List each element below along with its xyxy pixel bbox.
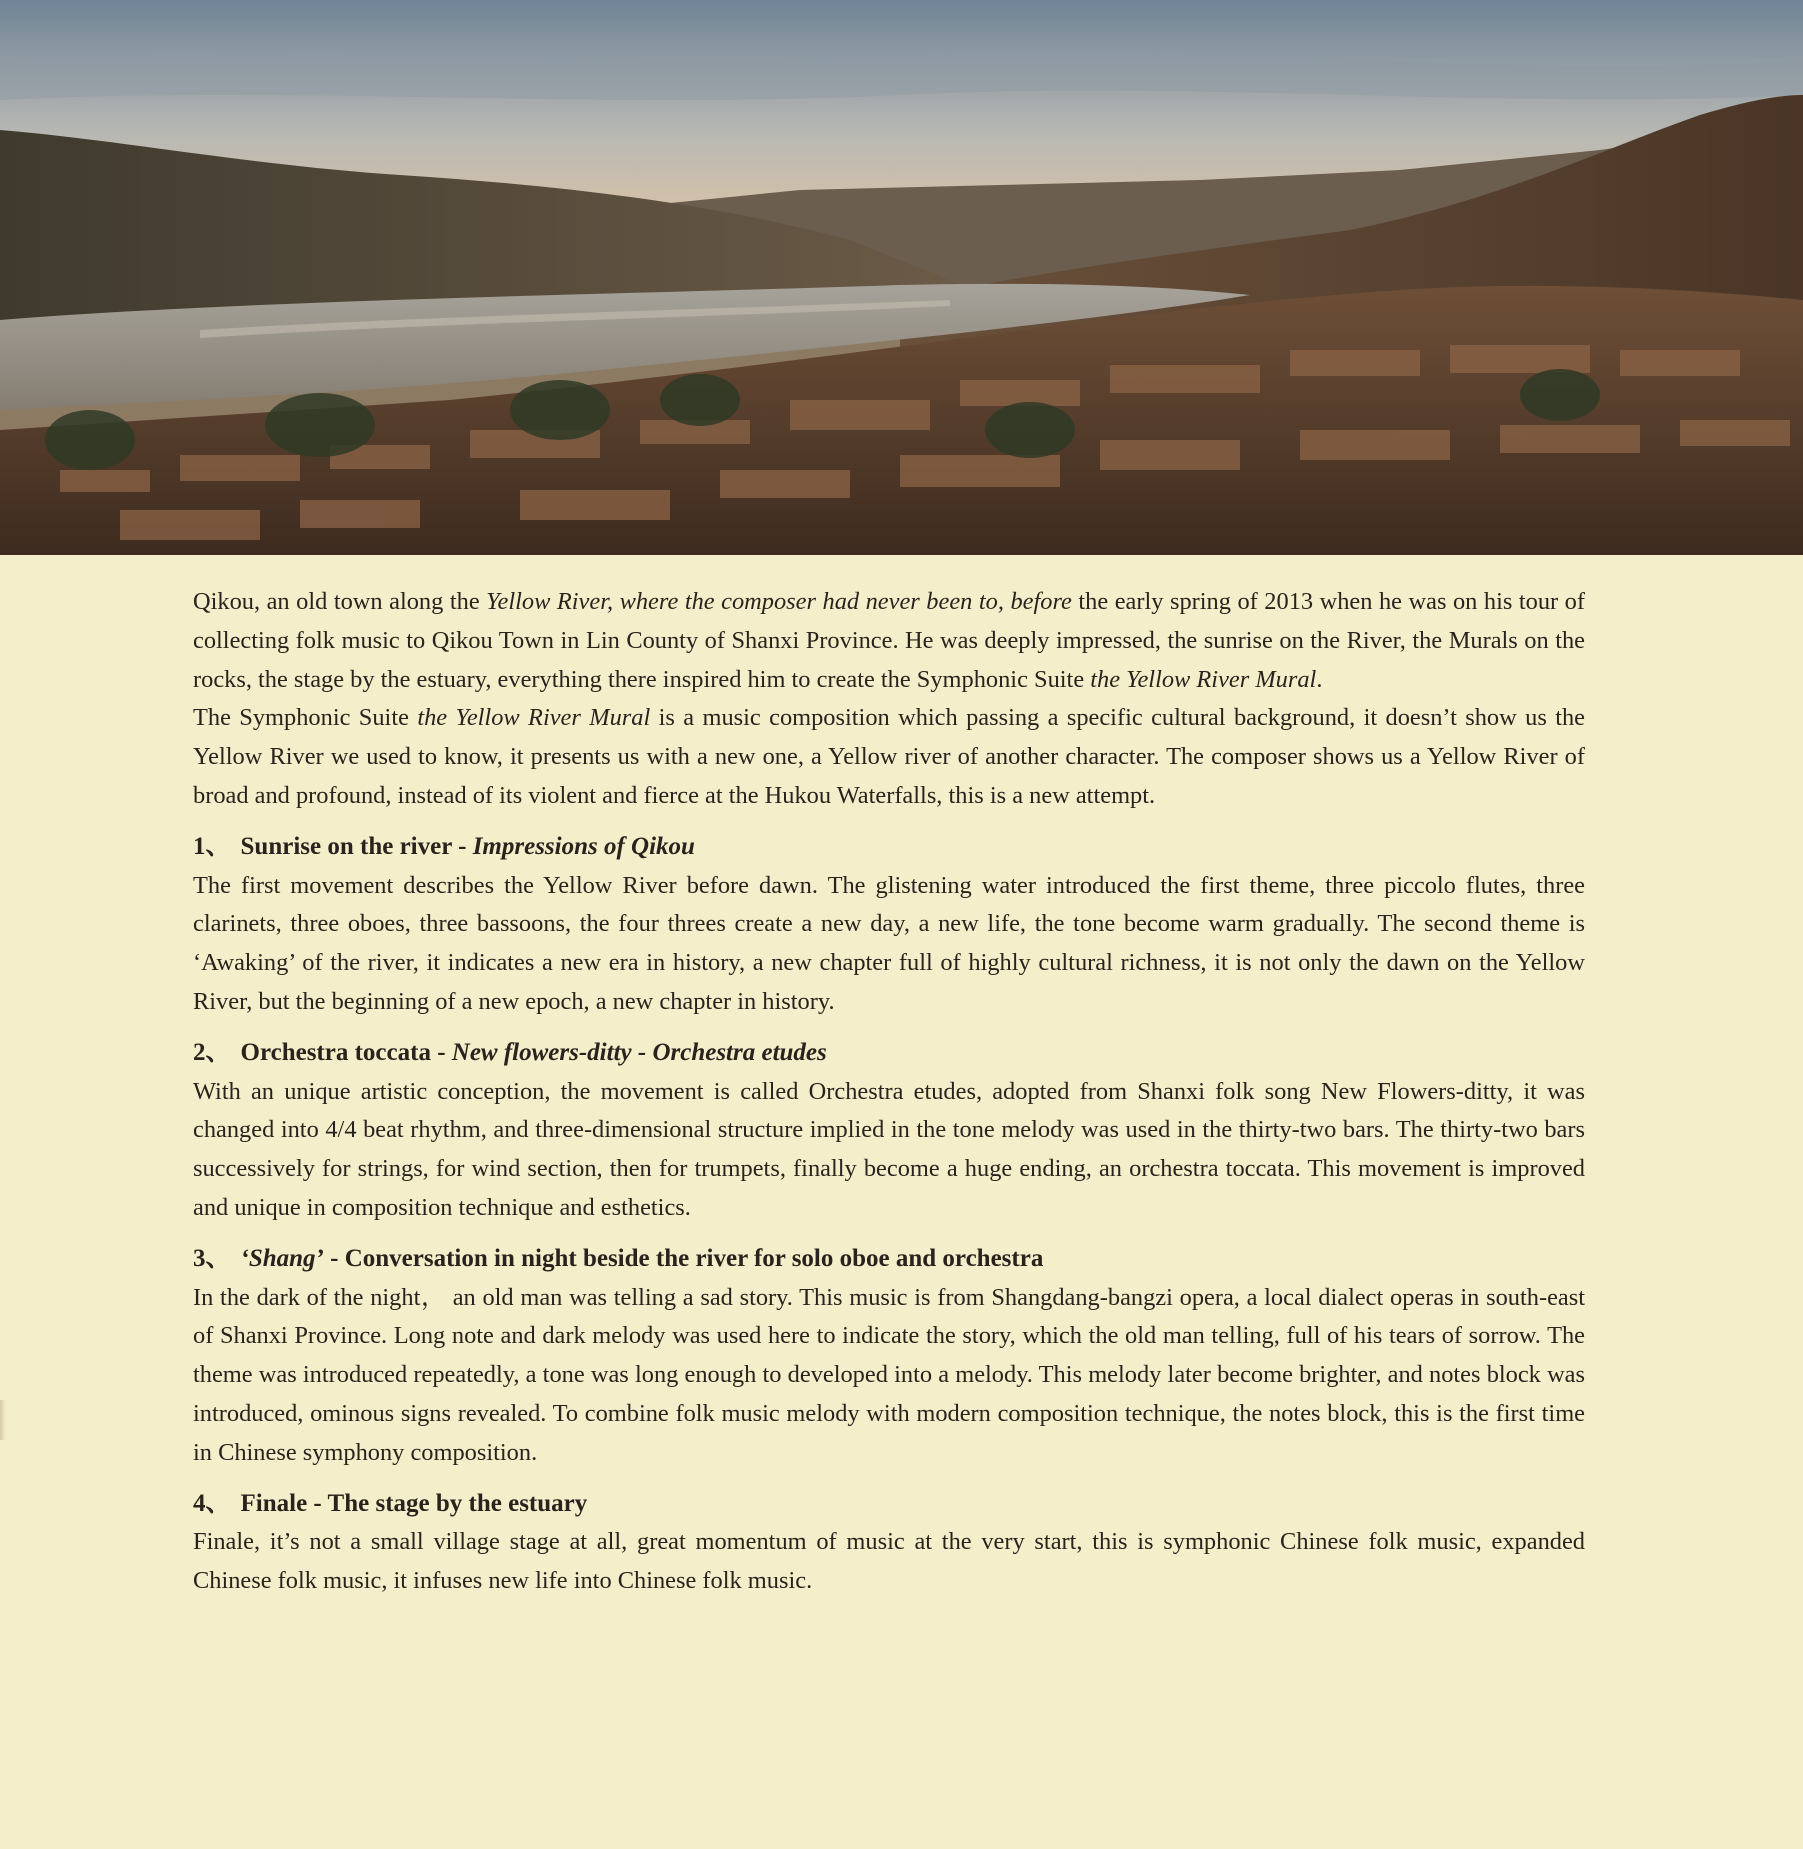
movement-subtitle: Impressions of Qikou: [472, 832, 695, 860]
movement-heading: [193, 1034, 1585, 1073]
intro-text: is a music composition which passing a specific cultural background, it doesn’t show us the Yellow River we used to know, it presents us with a new one, a Yellow river of another character. The composer shows us a Yellow River of broad and profound, instead of its violent and fierce at the Hukou Waterfalls, this is a new attempt.: [193, 704, 1585, 809]
intro-italic-text: Yellow River, where the composer had never been to, before: [486, 588, 1072, 615]
qikou-landscape-image: [0, 0, 1803, 555]
movement-heading: [193, 1485, 1585, 1524]
movement-number: 4、: [193, 1489, 231, 1517]
movement-description: In the dark of the night， an old man was telling a sad story. This music is from Shangdang-bangzi opera, a local dialect operas in south-east of Shanxi Province. Long note and dark melody was used here to indicate the story, which the old man telling, full of his tears of sorrow. The theme was introduced repeatedly, a tone was long enough to developed into a melody. This melody later become brighter, and notes block was introduced, ominous signs revealed. To combine folk music melody with modern composition technique, the notes block, this is the first time in Chinese symphony composition.: [193, 1283, 1585, 1466]
movement-1: [193, 828, 1585, 1022]
movement-number: 1、: [193, 832, 231, 860]
movement-title: Finale - The stage by the estuary: [240, 1489, 588, 1517]
intro-text: The Symphonic Suite: [193, 704, 418, 732]
movement-description: Finale, it’s not a small village stage at all, great momentum of music at the very start, this is symphonic Chinese folk music, expanded Chinese folk music, it infuses new life into Chinese folk music.: [193, 1528, 1585, 1595]
movement-2: [193, 1034, 1585, 1228]
movement-description: The first movement describes the Yellow River before dawn. The glistening water introduced the first theme, three piccolo flutes, three clarinets, three oboes, three bassoons, the four threes create a new day, a new life, the tone become warm gradually. The second theme is ‘Awaking’ of the river, it indicates a new era in history, a new chapter full of highly cultural richness, it is not only the dawn on the Yellow River, but the beginning of a new epoch, a new chapter in history.: [193, 871, 1585, 1015]
intro-text: .: [1316, 665, 1323, 693]
article-text: [193, 583, 1585, 1601]
movement-subtitle: ‘Shang’: [240, 1244, 324, 1272]
page-edge-mark: [0, 1400, 6, 1440]
intro-text: the early spring of 2013 when he was on his tour of collecting folk music to Qikou Town in Lin County of Shanxi Province. He was deeply impressed, the sunrise on the River, the Murals on the rocks, the stage by the estuary, everything there inspired him to create the Symphonic Suite: [193, 588, 1585, 693]
intro-paragraph-1: [193, 583, 1585, 699]
movement-number: 2、: [193, 1038, 231, 1066]
movement-heading: [193, 828, 1585, 867]
movement-3: [193, 1240, 1585, 1473]
intro-text: Qikou, an old town along the: [193, 588, 487, 615]
header-photo: [0, 0, 1803, 555]
movement-number: 3、: [193, 1244, 231, 1272]
movement-title: - Conversation in night beside the river for solo oboe and orchestra: [323, 1244, 1044, 1272]
movement-4: [193, 1485, 1585, 1601]
movement-title: Orchestra toccata -: [240, 1038, 452, 1066]
suite-title: the Yellow River Mural: [417, 704, 651, 732]
movement-title: Sunrise on the river -: [240, 832, 473, 860]
movement-heading: [193, 1240, 1585, 1279]
suite-title: the Yellow River Mural: [1090, 665, 1317, 693]
movement-description: With an unique artistic conception, the movement is called Orchestra etudes, adopted from Shanxi folk song New Flowers-ditty, it was changed into 4/4 beat rhythm, and three-dimensional structure implied in the tone melody was used in the thirty-two bars. The thirty-two bars successively for strings, for wind section, then for trumpets, finally become a huge ending, an orchestra toccata. This movement is improved and unique in composition technique and esthetics.: [193, 1077, 1585, 1221]
movement-subtitle: New flowers-ditty - Orchestra etudes: [451, 1038, 827, 1066]
intro-paragraph-2: [193, 699, 1585, 815]
